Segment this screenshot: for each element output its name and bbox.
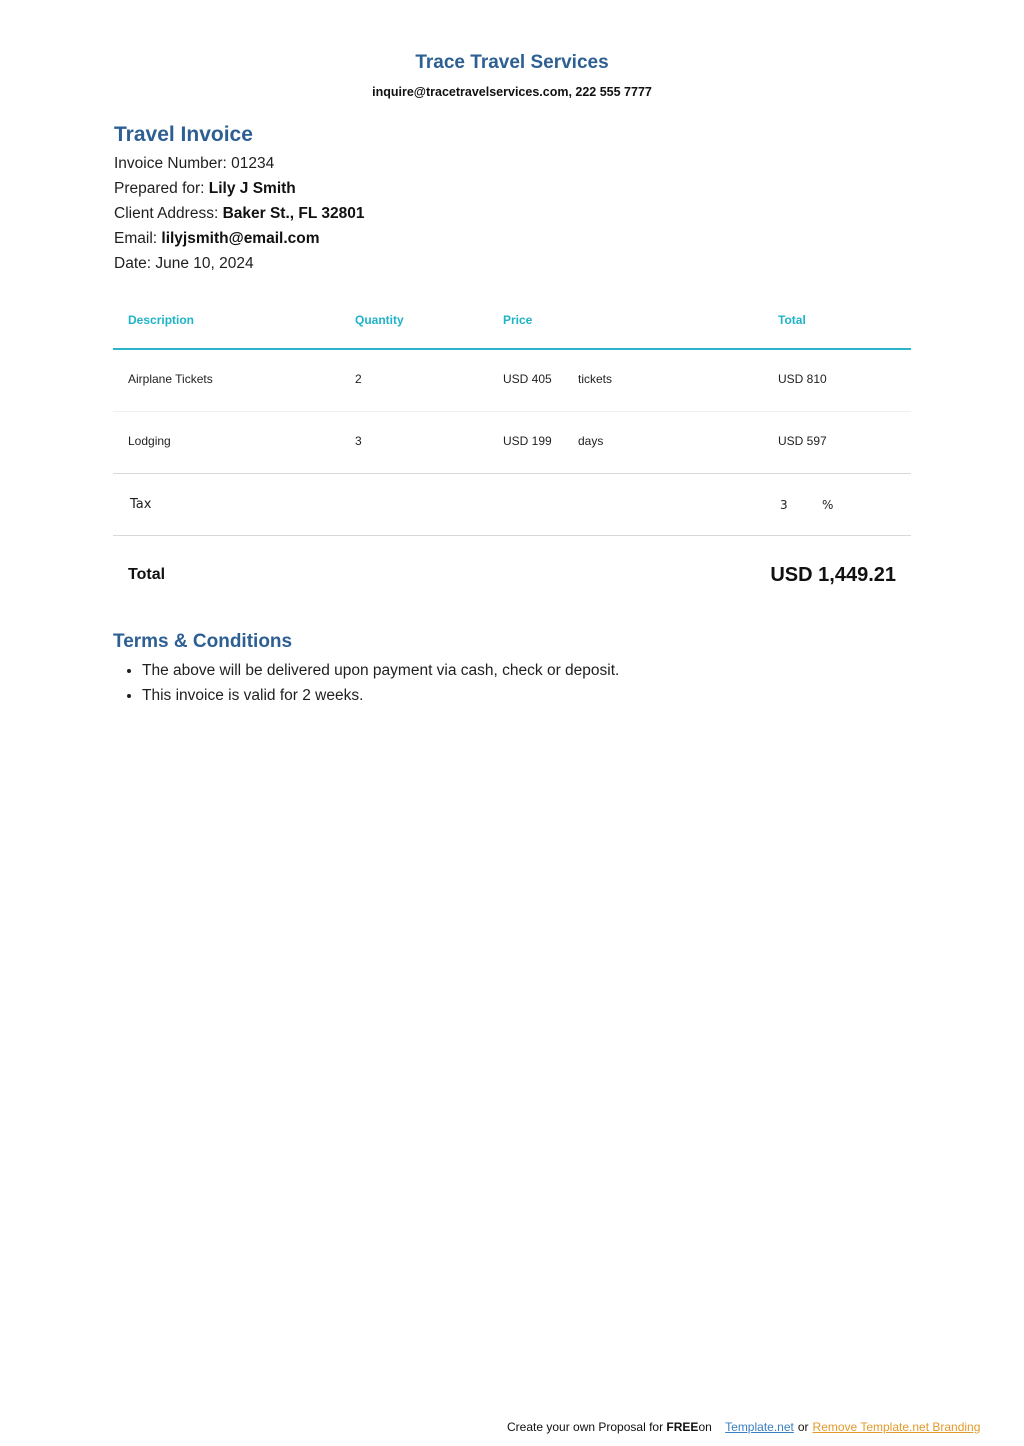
row-description: Airplane Tickets: [128, 372, 213, 386]
footer-on: on: [698, 1420, 712, 1434]
invoice-number-value: 01234: [231, 155, 275, 172]
row-quantity: 2: [355, 372, 362, 386]
row-quantity: 3: [355, 434, 362, 448]
tax-unit: %: [822, 498, 834, 512]
invoice-number-line: [114, 155, 274, 173]
header-description: Description: [128, 313, 195, 327]
row-total: USD 597: [778, 434, 827, 448]
tax-row: [113, 474, 911, 536]
row-unit: tickets: [578, 372, 613, 386]
row-unit: days: [578, 434, 604, 448]
terms-list: [113, 660, 619, 710]
total-value: USD 1,449.21: [770, 564, 896, 586]
list-item: • This invoice is valid for 2 weeks.: [142, 685, 619, 710]
footer-text: Create your own Proposal for: [507, 1420, 667, 1434]
footer: [507, 1420, 980, 1434]
tax-label: Tax: [130, 497, 152, 512]
total-row: [113, 536, 911, 616]
row-price: USD 405: [503, 372, 552, 386]
table-row: [113, 412, 911, 474]
tax-value: 3: [780, 498, 788, 512]
header-total: Total: [778, 313, 806, 327]
header-quantity: Quantity: [355, 313, 404, 327]
date-line: [114, 255, 254, 273]
footer-or: or: [797, 1420, 809, 1434]
remove-branding-link[interactable]: Remove Template.net Branding: [812, 1420, 981, 1434]
footer-free: FREE: [666, 1420, 699, 1434]
date-label: Date:: [114, 255, 152, 272]
prepared-for-label: Prepared for:: [114, 180, 205, 197]
table-header: [113, 288, 911, 350]
table-row: [113, 350, 911, 412]
email-line: [114, 230, 320, 248]
terms-title: Terms & Conditions: [113, 631, 293, 652]
row-price: USD 199: [503, 434, 552, 448]
row-total: USD 810: [778, 372, 827, 386]
prepared-for-value: Lily J Smith: [208, 180, 296, 197]
prepared-for-line: [114, 180, 296, 198]
invoice-number-label: Invoice Number:: [114, 155, 227, 172]
client-address-value: Baker St., FL 32801: [222, 205, 365, 222]
list-item: • The above will be delivered upon payment via cash, check or deposit.: [142, 660, 619, 685]
template-net-link[interactable]: Template.net: [725, 1420, 794, 1434]
invoice-table: [113, 288, 911, 616]
company-contact: inquire@tracetravelservices.com, 222 555 7777: [372, 85, 652, 99]
invoice-title: Travel Invoice: [114, 123, 253, 146]
email-label: Email:: [114, 230, 158, 247]
company-name: Trace Travel Services: [415, 52, 609, 73]
total-label: Total: [128, 566, 166, 583]
header-price: Price: [503, 313, 533, 327]
email-value: lilyjsmith@email.com: [161, 230, 320, 247]
date-value: June 10, 2024: [155, 255, 254, 272]
row-description: Lodging: [128, 434, 171, 448]
client-address-line: [114, 205, 364, 223]
client-address-label: Client Address:: [114, 205, 219, 222]
